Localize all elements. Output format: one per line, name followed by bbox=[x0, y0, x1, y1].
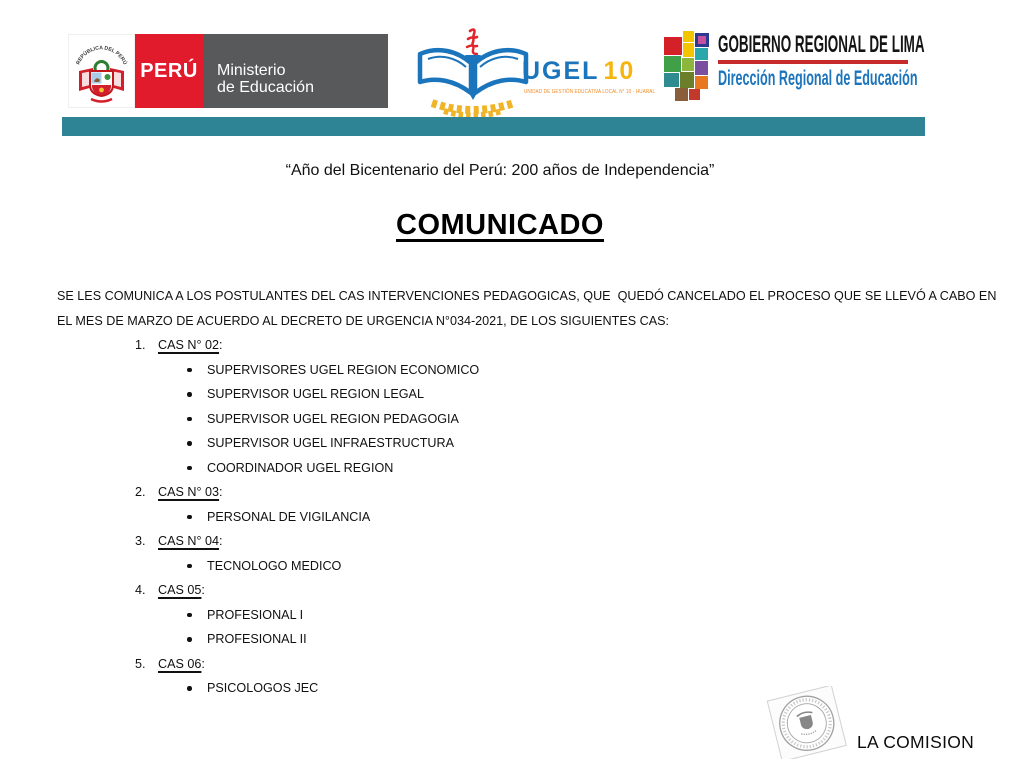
official-stamp-icon bbox=[766, 686, 850, 759]
list-sub-item bbox=[57, 554, 1023, 579]
page-title: COMUNICADO bbox=[396, 209, 604, 241]
gobierno-regional-logo bbox=[663, 30, 933, 108]
bullet-icon bbox=[187, 441, 192, 446]
list-item-colon: : bbox=[219, 534, 223, 548]
ministry-name-line1: Ministerio bbox=[217, 62, 286, 79]
position-label: SUPERVISOR UGEL INFRAESTRUCTURA bbox=[207, 436, 455, 450]
list-item-colon: : bbox=[201, 656, 205, 671]
minedu-logo bbox=[68, 34, 388, 108]
bullet-icon bbox=[187, 613, 192, 618]
bullet-icon bbox=[187, 686, 192, 691]
grl-divider bbox=[718, 60, 908, 64]
document-body bbox=[57, 284, 1023, 701]
position-label: SUPERVISOR UGEL REGION LEGAL bbox=[207, 387, 424, 401]
list-item-label: CAS N° 02 bbox=[158, 338, 220, 352]
ministry-name bbox=[203, 34, 388, 108]
list-item bbox=[57, 578, 1023, 603]
body-paragraph-line: SE LES COMUNICA A LOS POSTULANTES DEL CAS INTERVENCIONES PEDAGOGICAS, QUE QUEDÓ CANCELADO EL PROCESO QUE SE LLEVÓ A CABO EN bbox=[57, 289, 997, 303]
list-item bbox=[57, 333, 1023, 358]
ugel10-logo bbox=[410, 27, 665, 117]
position-label: PSICOLOGOS JEC bbox=[207, 681, 319, 695]
list-sub-item bbox=[57, 382, 1023, 407]
ugel-wordmark bbox=[522, 57, 635, 86]
position-label: SUPERVISOR UGEL REGION PEDAGOGIA bbox=[207, 411, 459, 426]
coat-arc-label: REPÚBLICA DEL PERÚ bbox=[75, 45, 128, 66]
ugel-book-torch-icon bbox=[410, 27, 540, 117]
list-item-label: CAS N° 03 bbox=[158, 485, 220, 499]
bullet-icon bbox=[187, 417, 192, 422]
ministry-name-line2: de Educación bbox=[217, 79, 314, 96]
list-item-number: 4. bbox=[135, 583, 146, 597]
list-item-colon: : bbox=[201, 583, 205, 597]
list-sub-item bbox=[57, 456, 1023, 481]
list-sub-item bbox=[57, 603, 1023, 628]
list-sub-item bbox=[57, 676, 1023, 701]
list-sub-item bbox=[57, 407, 1023, 432]
peru-wordmark: PERÚ bbox=[135, 34, 203, 108]
list-item-label: CAS 06 bbox=[158, 656, 202, 671]
list-item-number: 2. bbox=[135, 485, 146, 499]
bullet-icon bbox=[187, 392, 192, 397]
bullet-icon bbox=[187, 515, 192, 520]
list-item-number: 1. bbox=[135, 338, 146, 352]
body-paragraph-line: EL MES DE MARZO DE ACUERDO AL DECRETO DE URGENCIA N°034-2021, DE LOS SIGUIENTES CAS: bbox=[57, 313, 670, 328]
grl-mosaic-icon bbox=[663, 30, 711, 108]
position-label: PROFESIONAL I bbox=[207, 607, 304, 622]
year-motto: “Año del Bicentenario del Perú: 200 años de Independencia” bbox=[285, 162, 715, 179]
list-item-label: CAS 05 bbox=[158, 583, 202, 597]
grl-title: GOBIERNO REGIONAL DE LIMA bbox=[718, 31, 925, 58]
list-sub-item bbox=[57, 358, 1023, 383]
list-item-colon: : bbox=[219, 485, 223, 499]
bullet-icon bbox=[187, 637, 192, 642]
bullet-icon bbox=[187, 466, 192, 471]
position-label: PROFESIONAL II bbox=[207, 632, 307, 646]
position-label: TECNOLOGO MEDICO bbox=[207, 558, 342, 573]
list-item bbox=[57, 529, 1023, 554]
list-item bbox=[57, 480, 1023, 505]
position-label: PERSONAL DE VIGILANCIA bbox=[207, 509, 371, 524]
list-item-label: CAS N° 04 bbox=[158, 534, 220, 548]
bullet-icon bbox=[187, 564, 192, 569]
bullet-icon bbox=[187, 368, 192, 373]
ugel-name: UGEL bbox=[522, 57, 600, 85]
list-sub-item bbox=[57, 505, 1023, 530]
list-item-colon: : bbox=[219, 338, 223, 352]
list-sub-item bbox=[57, 627, 1023, 652]
list-item bbox=[57, 652, 1023, 677]
ugel-subtitle: UNIDAD DE GESTIÓN EDUCATIVA LOCAL N° 10 - HUARAL bbox=[524, 89, 656, 95]
position-label: COORDINADOR UGEL REGION bbox=[207, 460, 394, 475]
grl-subtitle: Dirección Regional de Educación bbox=[718, 67, 918, 90]
signature-text: LA COMISION bbox=[857, 732, 975, 752]
list-sub-item bbox=[57, 431, 1023, 456]
position-label: SUPERVISORES UGEL REGION ECONOMICO bbox=[207, 362, 480, 377]
header-accent-bar bbox=[62, 117, 925, 136]
peru-coat-of-arms-icon bbox=[68, 34, 135, 108]
list-item-number: 5. bbox=[135, 656, 146, 671]
ugel-number: 10 bbox=[603, 57, 636, 85]
list-item-number: 3. bbox=[135, 534, 146, 548]
